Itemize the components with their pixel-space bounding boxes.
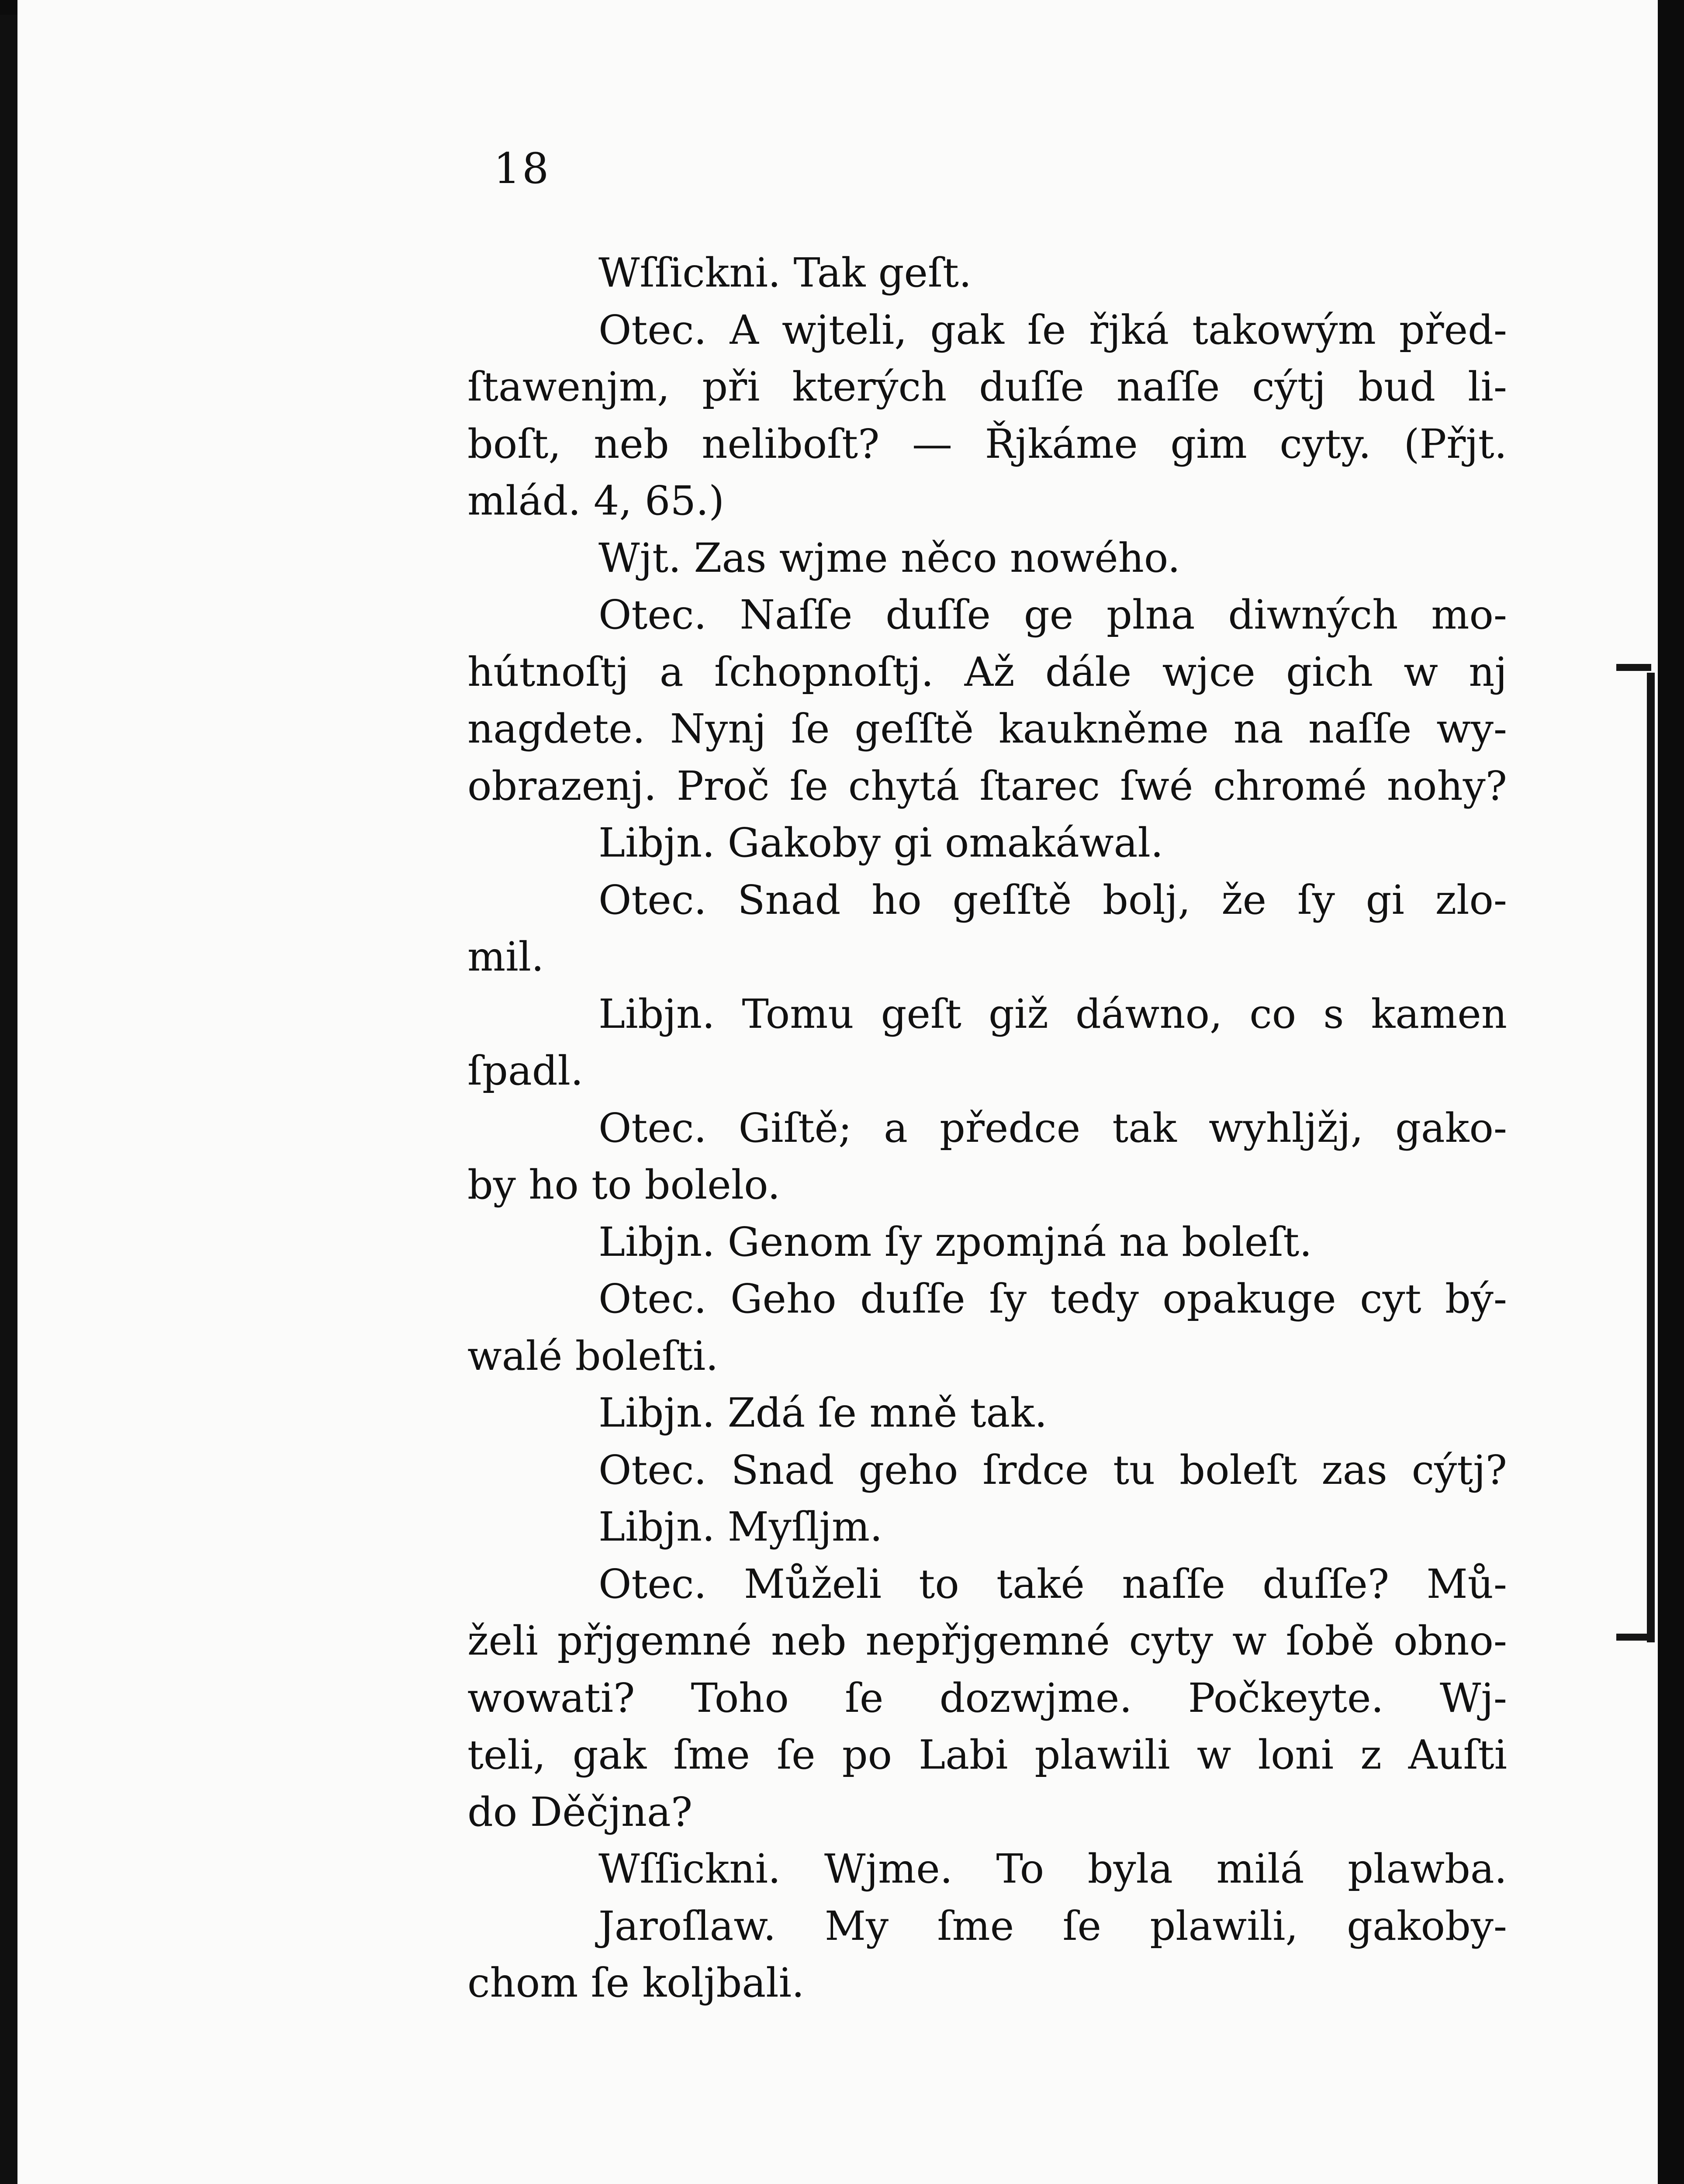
text-line: Otec. Geho duſſe ſy tedy opakuge cyt bý- xyxy=(598,1275,1507,1322)
text-line: želi přjgemné neb nepřjgemné cyty w ſobě obno- xyxy=(467,1617,1507,1664)
text-line: Libjn. Gakoby gi omakáwal. xyxy=(598,819,1164,866)
text-line: obrazenj. Proč ſe chytá ſtarec ſwé chromé nohy? xyxy=(467,762,1507,809)
text-line: Libjn. Genom ſy zpomjná na boleſt. xyxy=(598,1218,1312,1265)
text-line: chom ſe koljbali. xyxy=(467,1959,805,2006)
text-line: by ho to bolelo. xyxy=(467,1161,781,1208)
scan-right-border xyxy=(1658,0,1684,2184)
text-line: Otec. Snad ho geſſtě bolj, že ſy gi zlo- xyxy=(598,876,1507,923)
text-line: nagdete. Nynj ſe geſſtě kaukněme na naſſe wy- xyxy=(467,705,1507,752)
text-line: Libjn. Myſljm. xyxy=(598,1503,883,1550)
page-text xyxy=(467,245,1507,2012)
text-line: ſpadl. xyxy=(467,1047,584,1094)
text-line: Libjn. Tomu geſt giž dáwno, co s kamen xyxy=(598,990,1507,1037)
text-line: Otec. Snad geho ſrdce tu boleſt zas cýtj? xyxy=(598,1446,1507,1493)
margin-bracket-top xyxy=(1616,664,1651,671)
text-line: Otec. Naſſe duſſe ge plna diwných mo- xyxy=(598,591,1507,638)
text-line: do Děčjna? xyxy=(467,1788,693,1835)
margin-bracket xyxy=(1647,673,1655,1642)
text-line: walé boleſti. xyxy=(467,1332,719,1379)
page-number: 18 xyxy=(494,144,551,193)
book-page xyxy=(17,0,1660,2184)
text-line: Wſſickni. Wjme. To byla milá plawba. xyxy=(598,1845,1507,1892)
text-line: wowati? Toho ſe dozwjme. Počkeyte. Wj- xyxy=(467,1674,1507,1721)
text-line: hútnoſtj a ſchopnoſtj. Až dále wjce gich w nj xyxy=(467,648,1507,695)
text-line: Jaroſlaw. My ſme ſe plawili, gakoby- xyxy=(598,1902,1507,1949)
text-line: Libjn. Zdá ſe mně tak. xyxy=(598,1389,1048,1436)
text-line: Wſſickni. Tak geſt. xyxy=(598,249,972,296)
text-line: Otec. A wjteli, gak ſe řjká takowým před- xyxy=(598,306,1507,353)
text-line: Otec. Giſtě; a předce tak wyhljžj, gako- xyxy=(598,1104,1507,1151)
text-line: mlád. 4, 65.) xyxy=(467,477,725,524)
text-line: teli, gak ſme ſe po Labi plawili w loni z Auſti xyxy=(467,1731,1507,1778)
text-line: Wjt. Zas wjme něco nowého. xyxy=(598,534,1180,581)
text-line: boſt, neb neliboſt? — Řjkáme gim cyty. (Přjt. xyxy=(467,420,1507,467)
text-line: mil. xyxy=(467,933,544,980)
text-line: Otec. Můželi to také naſſe duſſe? Mů- xyxy=(598,1560,1507,1607)
text-line: ſtawenjm, při kterých duſſe naſſe cýtj bud li- xyxy=(467,363,1507,410)
margin-bracket-bottom xyxy=(1616,1634,1651,1641)
